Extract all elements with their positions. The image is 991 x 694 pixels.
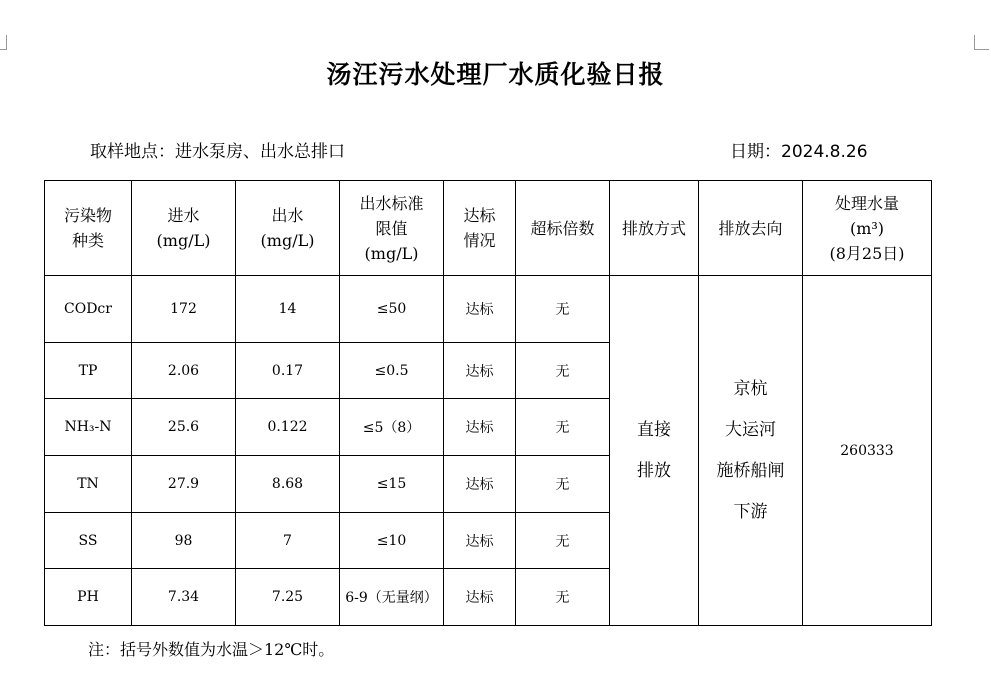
header-exceed-ratio xyxy=(516,181,610,276)
limit-cell: ≤0.5 xyxy=(340,343,444,399)
header-compliance-line2: 情况 xyxy=(463,231,496,250)
water-quality-table xyxy=(44,180,932,626)
exceed-ratio-cell: 无 xyxy=(516,513,610,569)
limit-cell: ≤15 xyxy=(340,456,444,513)
limit-cell: ≤50 xyxy=(340,276,444,343)
header-discharge-destination-line1: 排放去向 xyxy=(718,218,783,238)
header-influent xyxy=(132,181,236,276)
header-volume xyxy=(803,181,932,276)
treated-volume-value: 260333 xyxy=(803,276,932,626)
effluent-cell: 14 xyxy=(236,276,340,343)
exceed-ratio-cell: 无 xyxy=(516,276,610,343)
header-discharge-mode-line1: 排放方式 xyxy=(621,218,686,238)
discharge-destination-cell xyxy=(699,276,803,626)
header-exceed-ratio-line1: 超标倍数 xyxy=(530,218,595,238)
discharge-destination-line1: 京杭 xyxy=(733,378,768,399)
header-effluent xyxy=(236,181,340,276)
header-compliance-line1: 达标 xyxy=(463,206,496,225)
report-title: 汤汪污水处理厂水质化验日报 xyxy=(326,60,665,89)
influent-cell: 25.6 xyxy=(132,399,236,456)
sampling-location: 取样地点：进水泵房、出水总排口 xyxy=(90,142,345,162)
header-pollutant xyxy=(45,181,132,276)
header-limit-line3: (mg/L) xyxy=(364,243,419,263)
header-effluent-line2: (mg/L) xyxy=(260,231,315,250)
header-limit-line2: 限值 xyxy=(375,218,408,238)
header-discharge-destination xyxy=(699,181,803,276)
header-influent-line1: 进水 xyxy=(167,206,200,225)
pollutant-cell: TP xyxy=(45,343,132,399)
influent-cell: 27.9 xyxy=(132,456,236,513)
footnote: 注：括号外数值为水温＞12℃时。 xyxy=(88,640,335,659)
header-limit-line1: 出水标准 xyxy=(359,193,424,213)
influent-cell: 2.06 xyxy=(132,343,236,399)
compliance-cell: 达标 xyxy=(444,276,516,343)
limit-cell: 6-9（无量纲） xyxy=(340,569,444,626)
header-volume-line3: (8月25日) xyxy=(829,243,905,263)
header-volume-line1: 处理水量 xyxy=(834,193,899,213)
exceed-ratio-cell: 无 xyxy=(516,343,610,399)
discharge-destination-line4: 下游 xyxy=(733,501,768,522)
effluent-cell: 7.25 xyxy=(236,569,340,626)
compliance-cell: 达标 xyxy=(444,569,516,626)
discharge-mode-cell xyxy=(610,276,699,626)
compliance-cell: 达标 xyxy=(444,343,516,399)
compliance-cell: 达标 xyxy=(444,513,516,569)
compliance-cell: 达标 xyxy=(444,456,516,513)
discharge-mode-line1: 直接 xyxy=(637,419,671,440)
pollutant-cell: CODcr xyxy=(45,276,132,343)
header-discharge-mode xyxy=(610,181,699,276)
header-influent-line2: (mg/L) xyxy=(156,231,211,250)
pollutant-cell: PH xyxy=(45,569,132,626)
header-effluent-line1: 出水 xyxy=(271,206,304,225)
pollutant-cell: NH₃-N xyxy=(45,399,132,456)
page-corner-mark-left xyxy=(0,35,7,50)
exceed-ratio-cell: 无 xyxy=(516,399,610,456)
limit-cell: ≤5（8） xyxy=(340,399,444,456)
header-volume-line2: (m³) xyxy=(849,218,885,238)
discharge-destination-line3: 施桥船闸 xyxy=(716,460,785,481)
influent-cell: 172 xyxy=(132,276,236,343)
header-limit xyxy=(340,181,444,276)
table-row xyxy=(45,276,932,343)
effluent-cell: 0.17 xyxy=(236,343,340,399)
influent-cell: 7.34 xyxy=(132,569,236,626)
effluent-cell: 7 xyxy=(236,513,340,569)
header-compliance xyxy=(444,181,516,276)
pollutant-cell: SS xyxy=(45,513,132,569)
compliance-cell: 达标 xyxy=(444,399,516,456)
effluent-cell: 8.68 xyxy=(236,456,340,513)
limit-cell: ≤10 xyxy=(340,513,444,569)
header-pollutant-line1: 污染物 xyxy=(63,206,112,225)
pollutant-cell: TN xyxy=(45,456,132,513)
discharge-mode-line2: 排放 xyxy=(637,460,671,481)
exceed-ratio-cell: 无 xyxy=(516,569,610,626)
influent-cell: 98 xyxy=(132,513,236,569)
header-pollutant-line2: 种类 xyxy=(71,231,104,250)
header-row xyxy=(45,181,932,276)
report-date: 日期：2024.8.26 xyxy=(730,142,868,162)
discharge-destination-line2: 大运河 xyxy=(725,419,776,440)
effluent-cell: 0.122 xyxy=(236,399,340,456)
page-corner-mark-right xyxy=(974,35,989,50)
exceed-ratio-cell: 无 xyxy=(516,456,610,513)
